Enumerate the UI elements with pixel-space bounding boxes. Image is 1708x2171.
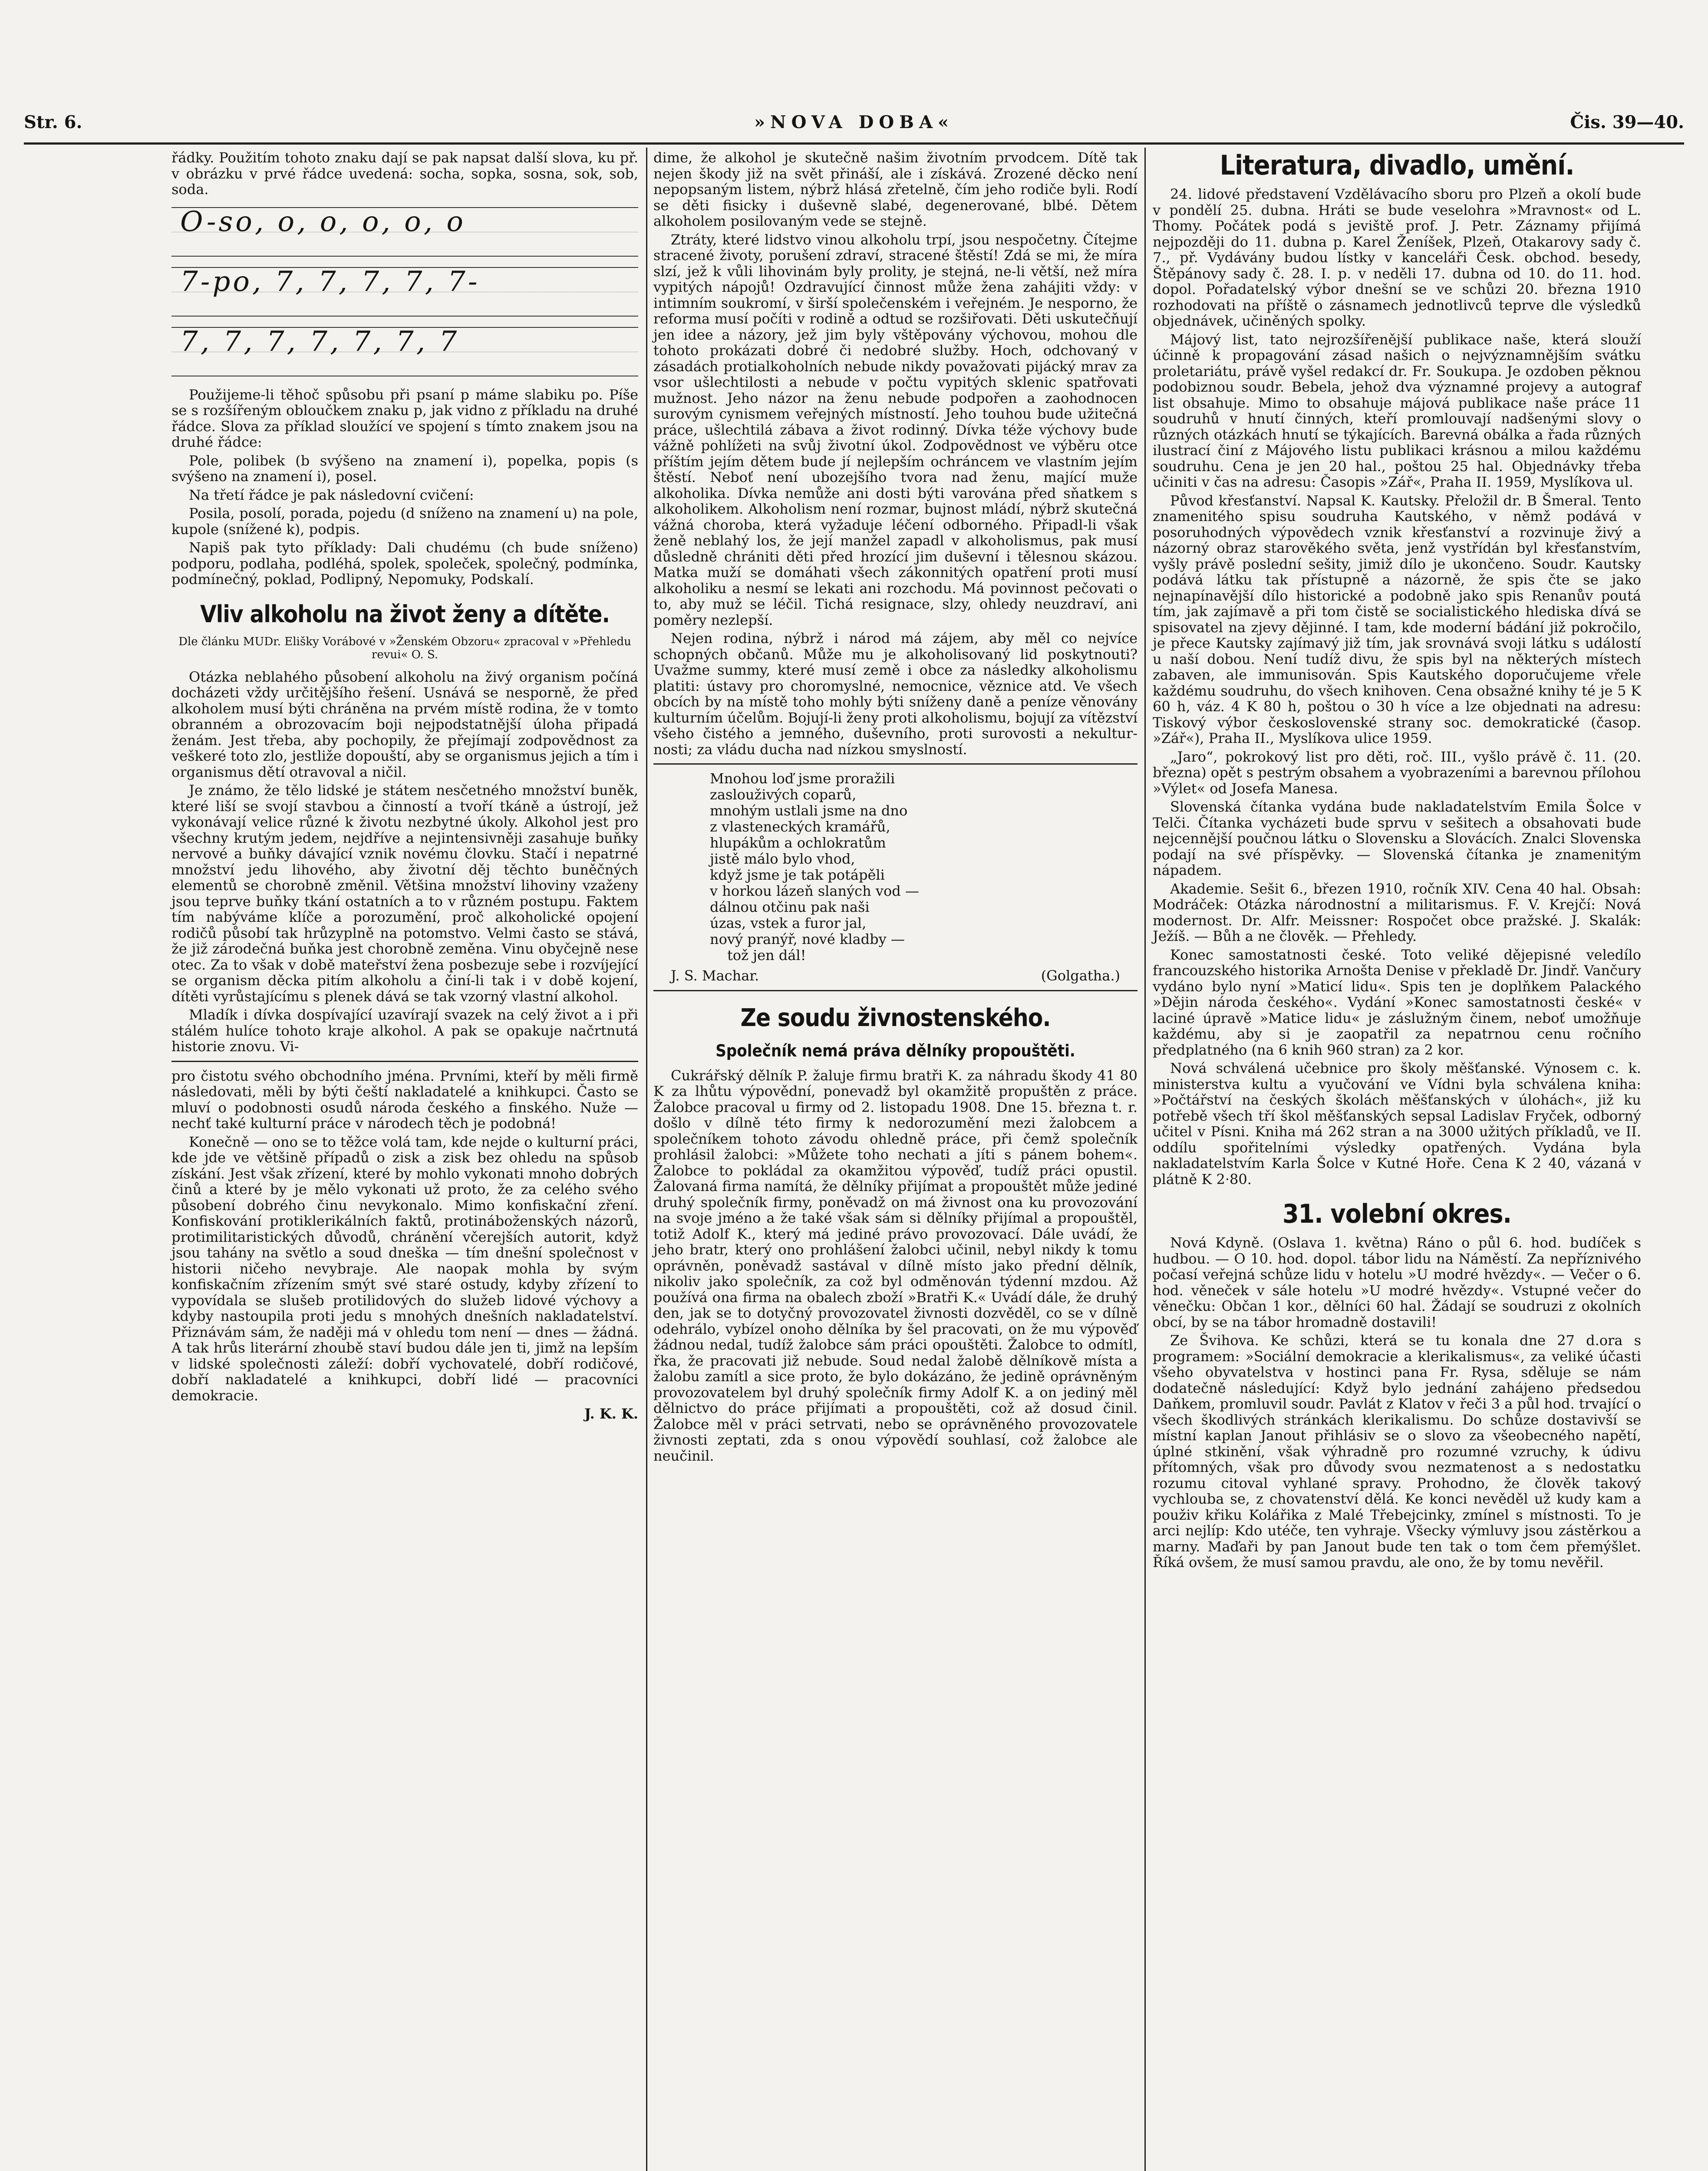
paragraph: Konec samostatnosti české. Toto veliké dějepisné veledílo francouzského historika Arnošta Denise v překladě Dr. Jindř. Vančury vydáno bylo nyní »Maticí lidu«. Spis ten je doplňkem Palackého »Dějin národa českého«. Vydání »Konec samostatnosti české« v laciné úpravě »Matice lidu« je záslužným činem, neboť umožňuje každému, aby si je zaopatřil za nepatrnou cenu ročního předplatného (na 6 knih 960 stran) za 2 kor.: [1153, 946, 1641, 1058]
poem-author: J. S. Machar.: [671, 967, 759, 984]
paragraph: Na třetí řádce je pak následovní cvičení:: [189, 486, 474, 503]
poem-line: dálnou otčinu pak naši: [710, 899, 870, 915]
paragraph: Nejen rodina, nýbrž i národ má zájem, aby měl co nejvíce schopných občanů. Může mu je alkoholisovaný lid poskytnouti? Uvažme summy, které musí země i obce za následky alkoholismu platiti: ústavy pro choromyslné, nemocnice, věznice atd. Ve všech obcích by na místě toho mohly býti sníženy daně a peníze věnovány kulturním účelům. Bojují-li ženy proti alkoholismu, bojují za vítězství všeho čistého a jemného, duševního, proti surovosti a nekultur-nosti; za vládu ducha nad nízkou smyslností.: [653, 630, 1138, 758]
paragraph: Je známo, že tělo lidské je státem nesčetného množství buněk, které liší se svojí stavbou a činností a tvoří tkáně a ústrojí, jež vykonávají velice různé k životu nezbytné úkoly. Alkohol jest pro všechny krutým jedem, nejdříve a nejintensivněji zasahuje buňky nervové a buňky dávající vznik novému človku. Stačí i nepatrné množství jedu lihového, aby životní děj těchto buněčných elementů se chorobně změnil. Většina množství lihoviny vzaženy jsou teprve buňky tkání ostatních a to v různém postupu. Faktem tím nabýváme klíče a porozumění, proč alkoholické opojení rodičů působí tak hrůzyplně na potomstvo. Velmi často se stává, že již zárodečná buňka jest chorobně zeměna. Vinu obyčejně nese otec. Za to však v době mateřství žena posbezuje sebe i rozvíjející se organism děcka pitím alkoholu a činí-li tak i v době kojení, dítěti vyrůstajícímu s plenek dává se tak vzorný vlastní alkohol.: [171, 782, 638, 1005]
paragraph: Ztráty, které lidstvo vinou alkoholu trpí, jsou nespočetny. Čítejme stracené životy, porušení zdraví, stracené štěstí! Zdá se mi, že míra slzí, jež k vůli lihovinám byly prolity, je stejná, ne-li větší, než míra vypitých nápojů! Ozdravující činnost může žena zahájiti vždy: v intimním soukromí, v širší společenském i veřejném. Je nesporno, že reforma musí počíti v rodině a odtud se rozšiřovati. Děti uskutečňují jen idee a názory, jež jim byly vštěpovány výchovou, mohou dle tohoto prokázati dobré či nedobré služby. Hoch, odchovaný v zásadách protialkoholních nebude nikdy považovati pijácký mrav za vsor ušlechtilosti a nebude v počtu vypitých sklenic spatřovati mužnost. Jeho názor na ženu nebude podpořen a zaohodnocen surovým cynismem veřejných místností. Jeho touhou bude užitečná práce, ušlechtilá zábava a život rodinný. Dívka téže výchovy bude vážně pohlížeti na svůj životní úkol. Zodpovědnost ve výběru otce příštím jejím dětem bude jí nejlepším ochráncem ve vlastním jejím štěstí. Neboť není ubozejšího tvora nad ženu, mající muže alkoholika. Dívka nemůže ani dosti býti varována před sňatkem s alkoholikem. Alkoholism není rozmar, bujnost mládí, nýbrž skutečná vážná choroba, která vyžaduje léčení odborného. Připadl-li však ženě neblahý los, že její manžel zapadl v alkoholismus, pak musí důsledně chrániti děti před hrozící jim duševní i tělesnou skázou. Matka muží se domáhati všech zákonnitých opatření proti musí alkoholiku a nesmí se lekati ani rozchodu. Má povinnost pečovati o to, aby muž se léčil. Tichá resignace, slzy, ohledy neuzdraví, ani poměry nezlepší.: [653, 231, 1138, 628]
paragraph: 24. lidové představení Vzdělávacího sboru pro Plzeň a okolí bude v pondělí 25. dubna. Hráti se bude veselohra »Mravnost« od L. Thomy. Počátek podá s jeviště prof. J. Petr. Záznamy přijímá nejpozději do 11. dubna p. Karel Ženíšek, Plzeň, Otakarovy sady č. 7., př. Vydávány budou lístky v kanceláři Česk. obchod. besedy, Štěpánovy sady č. 28. I. p. v neděli 17. dubna od 10. do 11. hod. dopol. Pořadatelský výbor dnešní se ve schůzi 20. března 1910 rozhodovati na příště o zásnamech jednotlivců teprve dle výsledků objednávek, učiněných spolky.: [1153, 186, 1641, 329]
poem: [710, 771, 1138, 963]
column-3: [1153, 150, 1641, 1573]
paragraph: Mladík i dívka dospívající uzavírají svazek na celý život a i při stálém hulíce tohoto kraje alkohol. A pak se opakuje načrtnutá historie znovu. Vi-: [171, 1006, 638, 1055]
poem-line: z vlasteneckých kramářů,: [710, 818, 890, 835]
shorthand-line-3: 7, 7, 7, 7, 7, 7, 7: [171, 327, 638, 376]
shorthand-intro: řádky. Použitím tohoto znaku dají se pak napsat další slova, ku př. v obrázku v prvé řádce uvedená: socha, sopka, sosna, sok, sob, soda.: [171, 149, 638, 198]
shorthand-line-1: O-so, o, o, o, o, o: [171, 207, 638, 257]
poem-source: (Golgatha.): [1041, 967, 1120, 984]
poem-line: když jsme je tak potápěli: [710, 867, 885, 883]
headline-ze-soudu: Ze soudu živnostenského.: [740, 1003, 1051, 1032]
paragraph: dime, že alkohol je skutečně našim životním prvodcem. Dítě tak nejen škody již na svět přináší, ale i získává. Zrozené děcko není nepopsaným listem, nýbrž hlásá zřetelně, čím jeho rodiče byli. Rodí se děti fisicky i duševně slabé, degenerované, blbé. Dětem alkoholem posilovaným vede se stejně.: [653, 149, 1138, 229]
column-divider-1: [646, 148, 647, 2171]
paragraph: Napiš pak tyto příklady: Dali chudému (ch bude sníženo) podporu, podlaha, podléhá, spolek, společek, společný, podmínka, podmínečný, poklad, Podlipný, Nepomuky, Podskalí.: [171, 539, 638, 587]
paragraph: Akademie. Sešit 6., březen 1910, ročník XIV. Cena 40 hal. Obsah: Modráček: Otázka národnostní a militarismus. F. V. Krejčí: Nová modernost. Dr. Alfr. Meissner: Rospočet obce pražské. J. Skalák: Ježíš. — Bůh a ne člověk. — Přehledy.: [1153, 880, 1641, 944]
poem-line: Mnohou loď jsme proražili: [710, 770, 895, 787]
poem-line: tož jen dál!: [727, 947, 806, 963]
paragraph: Pole, polibek (b svýšeno na znamení i), popelka, popis (s svýšeno na znamení i), posel.: [171, 452, 638, 485]
poem-line: jistě málo bylo vhod,: [710, 851, 855, 867]
masthead-title: »NOVA DOBA«: [754, 112, 954, 132]
paragraph: Ze Švihova. Ke schůzi, která se tu konala dne 27 d.ora s programem: »Sociální demokracie a klerikalismus«, za veliké účasti všeho obyvatelstva v hostinci pana Fr. Rysa, sděluje se nám dodatečně následující: Když bylo jednání zahájeno předsedou Daňkem, promluvil soudr. Pavlát z Klatov v řeči 3 a půl hod. trvající o všech škodlivých stránkách klerikalismu. Do schůze dostavivší se místní kaplan Janout přihlásiv se o slovo za všeobecného napětí, úplné stkinění, však výhradně pro rozumné vzruchy, k údivu přítomných, však pro důvody svou nezmatenost a s nedostatku rozumu citoval vyhlané spravy. Prohodno, že člověk takový vychlouba se, z chovatenství dělá. Ke konci nevěděl už kudy kam a použiv křiku Kolářika z Malé Třebejcinky, zmínel s místnosti. To je arci nejlíp: Kdo utéče, ten vyhraje. Všecky výmluvy jsou zástěrkou a marny. Maďaři by pan Janout bude ten tak o tom čem přemýšlet. Říká ovšem, že musí samou pravdu, ale ono, že by tomu nevěřil.: [1153, 1332, 1641, 1571]
headline-vliv-alkoholu: Vliv alkoholu na život ženy a dítěte.: [200, 600, 610, 628]
shorthand-figure: [171, 207, 638, 376]
column-divider-2: [1144, 148, 1146, 2171]
section-rule: [171, 1061, 638, 1062]
article-source-note: Dle článku MUDr. Elišky Vorábové v »Ženském Obzoru« zpracoval v »Přehledu revui« O. S.: [178, 635, 631, 661]
subheadline-spolecnik: Společník nemá práva dělníky propouštěti.: [716, 1041, 1075, 1060]
headline-literatura: Literatura, divadlo, umění.: [1220, 149, 1574, 181]
poem-line: v horkou lázeň slaných vod —: [710, 883, 919, 899]
section-rule: [653, 990, 1138, 991]
poem-line: úzas, vstek a furor jal,: [710, 915, 867, 931]
paragraph: Konečně — ono se to těžce volá tam, kde nejde o kulturní práci, kde jde ve většině případů o zisk a zisk bez ohledu na spůsob získání. Jest však zřízení, které by mohlo vykonati mnoho dobrých činů a které by je mělo vykonati už proto, že za celého svého působení dobrého činu nevykonalo. Mimo konfiskační zření. Konfiskování protiklerikálních faktů, protináboženských názorů, protimilitaristických důvodů, chránění včerejších autorit, když jsou tahány na světlo a soud dneška — tím dnešní společnost v historii ničeho nevybraje. Ale naopak mohla by svým konfiskačním zřízením smýt své staré ostudy, kdyby zřízení to vypovídala se slušeb protilidových do služeb lidové výchovy a kdyby nastoupila proti jedu s mnohých dnešních nakladatelství. Přiznávám sám, že naději má v ohledu tom není — dnes — žádná. A tak hrůs literární zhoubě staví budou dále jen ti, jimž na lepším v lidské společnosti záleží: dobří vychovatelé, dobří rodičové, dobří nakladatelé a knihkupci, dobří lidé — pracovníci demokracie.: [171, 1133, 638, 1404]
paragraph: Nová Kdyně. (Oslava 1. května) Ráno o půl 6. hod. budíček s hudbou. — O 10. hod. dopol. tábor lidu na Náměstí. Za nepříznivého počasí veřejná schůze lidu v hotelu »U modré hvězdy«. — Večer o 6. hod. věneček v sále hotelu »U modré hvězdy«. Vstupné večer do věnečku: Občan 1 kor., dělníci 60 hal. Žádají se soudruzi z okolních obcí, by se na tábor hromadně dostavili!: [1153, 1234, 1641, 1330]
header-rule: [24, 142, 1684, 145]
paragraph: Použijeme-li těhoč spůsobu při psaní p máme slabiku po. Píše se s rozšířeným obloučkem znaku p, jak vidno z příkladu na druhé řádce. Slova za příklad sloužící ve spojení s tímto znakem jsou na druhé řádce:: [171, 386, 638, 450]
poem-line: hlupákům a ochlokratům: [710, 835, 886, 851]
page-number: Str. 6.: [24, 112, 82, 132]
paragraph: Slovenská čítanka vydána bude nakladatelstvím Emila Šolce v Telči. Čítanka vycházeti bude sprvu v sešitech a obsahovati bude nejcennější poučnou látku o Slovensku a Slovácích. Znalci Slovenska podají na své příspěvky. — Slovenská čítanka je znamenitým nápadem.: [1153, 798, 1641, 878]
author-signature: J. K. K.: [584, 1406, 638, 1422]
poem-line: mnohým ustlali jsme na dno: [710, 802, 908, 819]
issue-number: Čis. 39—40.: [1570, 112, 1684, 132]
column-1: [171, 150, 638, 1422]
page-header: [24, 108, 1684, 138]
paragraph: Otázka neblahého působení alkoholu na živý organism počíná docházeti vždy určitějšího řešení. Usnává se nesporně, že před alkoholem musí býti chráněna na prvém místě rodina, že v tomto obranném a obrozovacím boji nejpodstatnější úloha připadá ženám. Jest třeba, aby pochopily, že přejímají zodpovědnost za veškeré toto zlo, jestliže dopouští, aby se organismus jejich a tím i organismus dětí otravoval a ničil.: [171, 668, 638, 780]
poem-line: nový pranýř, nové kladby —: [710, 931, 905, 947]
paragraph: „Jaro“, pokrokový list pro děti, roč. III., vyšlo právě č. 11. (20. března) opět s pestrým obsahem a vyobrazeními a barevnou přílohou »Výlet« od Josefa Manesa.: [1153, 748, 1641, 797]
column-2: [653, 150, 1138, 1466]
paragraph: Nová schválená učebnice pro školy měšťanské. Výnosem c. k. ministerstva kultu a vyučování ve Vídni byla schválena kniha: »Počtářství na českých školách měšťanských v úlohách«, již ku potřebě všech tří škol měšťanských sepsal Ladislav Fryček, odborný učitel v Písni. Kniha má 262 stran a na 3000 užitých příkladů, ve II. oddílu spořitelními výsledky opatřených. Vydána byla nakladatelstvím Karla Šolce v Kutné Hoře. Cena K 2 40, vázaná v plátně K 2·80.: [1153, 1060, 1641, 1188]
paragraph: Májový list, tato nejrozšířenější publikace naše, která slouží účinně k propagování zásad našich o nejvýznamnějším svátku proletariátu, právě vyšel redakcí dr. Fr. Soukupa. Je ozdoben pěknou podobiznou soudr. Bebela, jehož dva významné projevy a autograf list obsahuje. Mimo to obsahuje májová publikace naše práce 11 soudruhů v hnutí činných, kteří promlouvají nadšenými slovy o různých otázkách hnutí se týkajících. Barevná obálka a řada různých ilustrací činí z Májového listu publikaci krásnou a milou každému soudruhu. Cena je jen 20 hal., poštou 25 hal. Objednávky třeba učiniti v čas na adresu: Časopis »Zář«, Praha II. 1959, Myslíkova ul.: [1153, 331, 1641, 490]
poem-line: zaslouživých coparů,: [710, 786, 857, 803]
poem-attribution: [653, 968, 1138, 984]
section-rule: [653, 763, 1138, 765]
shorthand-line-2: 7-po, 7, 7, 7, 7, 7-: [171, 267, 638, 317]
paragraph: Původ křesťanství. Napsal K. Kautsky. Přeložil dr. B Šmeral. Tento znamenitého spisu soudruha Kautského, v němž podává v posoruhodných výpovědech vznik křesťanství a rozvinuje živý a názorný obraz starověkého světa, jenž vystřídán byl křesťanstvím, vyšly právě poslední sešity, jimiž dílo je ukončeno. Soudr. Kautsky podává látku tak přístupně a názorně, že spis čte se jako nejnapínavější dílo historické a podobně jako spis Renanův poutá tím, jak zajímavě a při tom čistě se socialistického hlediska dívá se spisovatel na zjevy dějinné. I tam, kde moderní bádání již pokročilo, je přece Kautsky zajímavý již tím, jak srovnává svoji látku s událostí u naší dobou. Není tudíž divu, že spis byl na některých místech zabaven, ale immunisován. Spis Kautského doporučujeme vřele každému soudruhu, do všech knihoven. Cena obsažné knihy té je 5 K 60 h, váz. 4 K 80 h, poštou o 30 h více a lze objednati na adresu: Tiskový výbor československé strany soc. demokratické (časop. »Zář«), Praha II., Myslíkova ulice 1959.: [1153, 492, 1641, 746]
paragraph: Posila, posolí, porada, pojedu (d sníženo na znamení u) na pole, kupole (snížené k), podpis.: [171, 505, 638, 538]
headline-volebni-okres: 31. volební okres.: [1282, 1199, 1511, 1229]
paragraph: pro čistotu svého obchodního jména. Prvními, kteří by měli firmě následovati, měli by býti čeští nakladatelé a knihkupci. Často se mluví o podobnosti osudů národa českého a finského. Nuže — nechť také kulturní práce v národech těch je podobná!: [171, 1067, 638, 1132]
paragraph: Cukrářský dělník P. žaluje firmu bratři K. za náhradu škody 41 80 K za lhůtu výpovědní, ponevadž byl okamžitě propuštěn z práce. Žalobce pracoval u firmy od 2. listopadu 1908. Dne 15. března t. r. došlo v dílně této firmy k nedorozumění mezi žalobcem a společníkem tohoto závodu ohledně práce, při čemž společník prohlásil žalobci: »Můžete toho nechati a jíti s pánem bohem«. Žalobce to pokládal za okamžitou výpověď, tudíž práci opustil. Žalovaná firma namítá, že dělníky přijímat a propouštět může jediné druhý společník firmy, poněvadž on má živnost ona ku provozování na svoje jméno a že také však sám si dělníky přijímal a propouštěl, totiž Adolf K., který má jediné právo provozovací. Dále uvádí, že jeho bratr, který ono prohlášení žalobci učinil, nebyl nikdy k tomu oprávněn, poněvadž sastával v dílně místo jako přední dělník, nikoliv jako společník, za což byl odměnován týdenní mzdou. Až používá ona firma na obalech zboží »Bratři K.« Uvádí dále, že druhý den, jak se to dotyčný provozovatel živnosti dozvěděl, co se v dílně odehrálo, vybízel onoho dělníka by šel pracovati, on že mu výpověď žádnou nedal, tudíž žalobce sám práci opouštěti. Žalobce to odmítl, řka, že pracovati již nebude. Soud nedal žalobě dělníkově místa a žalobu zamítl a sice proto, že bylo dokázáno, že jedině oprávněným provozovatelem byl druhý společník firmy Adolf K. a on jediný měl dělnictvo do práce přijímati a propouštěti, což až dosud činil. Žalobce měl v práci setrvati, nebo se oprávněného provozovatele živnosti zeptati, zda s onou výpovědí souhlasí, což žalobce ale neučinil.: [653, 1067, 1138, 1464]
